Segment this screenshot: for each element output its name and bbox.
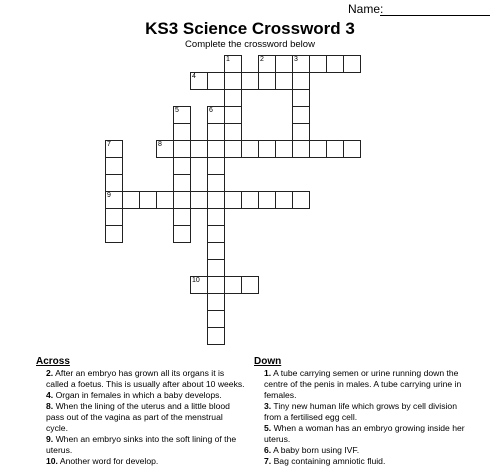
crossword-cell[interactable] xyxy=(173,140,191,158)
across-heading: Across xyxy=(36,356,70,367)
page-title: KS3 Science Crossword 3 xyxy=(145,19,355,38)
crossword-cell[interactable] xyxy=(275,55,293,73)
crossword-cell[interactable] xyxy=(139,191,157,209)
crossword-cell[interactable] xyxy=(326,140,344,158)
crossword-cell[interactable] xyxy=(122,191,140,209)
name-label: Name: xyxy=(348,2,384,16)
crossword-cell[interactable] xyxy=(173,225,191,243)
crossword-cell[interactable] xyxy=(292,123,310,141)
crossword-cell[interactable] xyxy=(224,191,242,209)
clue-number: 5. xyxy=(264,423,272,433)
across-clue xyxy=(36,368,246,390)
clue-number-label: 7 xyxy=(107,141,111,148)
across-clue xyxy=(36,401,246,434)
clue-text: Tiny new human life which grows by cell division from a fertilised egg cell. xyxy=(264,401,457,422)
crossword-cell[interactable] xyxy=(207,123,225,141)
clue-number: 1. xyxy=(264,368,272,378)
crossword-cell[interactable] xyxy=(292,55,310,73)
crossword-cell[interactable] xyxy=(207,72,225,90)
clue-number-label: 3 xyxy=(294,56,298,63)
crossword-cell[interactable] xyxy=(207,242,225,260)
across-clue xyxy=(36,456,246,467)
crossword-cell[interactable] xyxy=(258,191,276,209)
crossword-cell[interactable] xyxy=(207,293,225,311)
crossword-cell[interactable] xyxy=(173,208,191,226)
clue-text: Another word for develop. xyxy=(59,456,159,466)
crossword-cell[interactable] xyxy=(207,225,225,243)
clue-number-label: 8 xyxy=(158,141,162,148)
clue-number-label: 2 xyxy=(260,56,264,63)
down-clue xyxy=(254,445,469,456)
clue-number: 2. xyxy=(46,368,54,378)
clue-text: When an embryo sinks into the soft lining of the uterus. xyxy=(46,434,237,455)
down-clues xyxy=(254,356,469,467)
crossword-cell[interactable] xyxy=(207,157,225,175)
crossword-cell[interactable] xyxy=(292,140,310,158)
crossword-cell[interactable] xyxy=(292,89,310,107)
crossword-cell[interactable] xyxy=(292,72,310,90)
clue-number: 8. xyxy=(46,401,54,411)
crossword-cell[interactable] xyxy=(207,276,225,294)
crossword-cell[interactable] xyxy=(309,55,327,73)
crossword-cell[interactable] xyxy=(241,140,259,158)
across-clue xyxy=(36,390,246,401)
crossword-cell[interactable] xyxy=(156,140,174,158)
clue-text: Bag containing amniotic fluid. xyxy=(273,456,386,466)
crossword-cell[interactable] xyxy=(173,106,191,124)
clue-number-label: 10 xyxy=(192,277,200,284)
clue-number-label: 1 xyxy=(226,56,230,63)
across-clues xyxy=(36,356,246,467)
crossword-cell[interactable] xyxy=(275,191,293,209)
crossword-cell[interactable] xyxy=(207,259,225,277)
crossword-cell[interactable] xyxy=(292,106,310,124)
crossword-cell[interactable] xyxy=(207,140,225,158)
crossword-cell[interactable] xyxy=(105,140,123,158)
clue-text: After an embryo has grown all its organs it is called a foetus. This is usually after about 10 weeks. xyxy=(46,368,245,389)
clue-number: 9. xyxy=(46,434,54,444)
crossword-cell[interactable] xyxy=(309,140,327,158)
crossword-cell[interactable] xyxy=(207,327,225,345)
down-clue xyxy=(254,423,469,445)
crossword-cell[interactable] xyxy=(173,123,191,141)
crossword-cell[interactable] xyxy=(190,191,208,209)
crossword-cell[interactable] xyxy=(224,276,242,294)
crossword-cell[interactable] xyxy=(156,191,174,209)
crossword-cell[interactable] xyxy=(207,191,225,209)
crossword-cell[interactable] xyxy=(224,106,242,124)
crossword-cell[interactable] xyxy=(105,191,123,209)
crossword-cell[interactable] xyxy=(224,123,242,141)
page-subtitle: Complete the crossword below xyxy=(185,39,315,50)
clue-number: 4. xyxy=(46,390,54,400)
crossword-cell[interactable] xyxy=(275,72,293,90)
crossword-cell[interactable] xyxy=(173,191,191,209)
crossword-cell[interactable] xyxy=(275,140,293,158)
clue-number: 3. xyxy=(264,401,272,411)
name-field[interactable] xyxy=(380,15,490,16)
clue-text: Organ in females in which a baby develops. xyxy=(55,390,222,400)
clue-text: A tube carrying semen or urine running down the centre of the penis in males. A tube carrying urine in females. xyxy=(264,368,462,400)
crossword-cell[interactable] xyxy=(343,55,361,73)
across-clue xyxy=(36,434,246,456)
crossword-cell[interactable] xyxy=(224,72,242,90)
crossword-cell[interactable] xyxy=(258,140,276,158)
crossword-cell[interactable] xyxy=(258,55,276,73)
clue-number-label: 9 xyxy=(107,192,111,199)
clue-text: A baby born using IVF. xyxy=(273,445,360,455)
crossword-cell[interactable] xyxy=(173,157,191,175)
clue-number-label: 6 xyxy=(209,107,213,114)
down-heading: Down xyxy=(254,356,282,367)
crossword-cell[interactable] xyxy=(224,140,242,158)
crossword-cell[interactable] xyxy=(241,276,259,294)
crossword-cell[interactable] xyxy=(105,225,123,243)
crossword-cell[interactable] xyxy=(190,72,208,90)
down-clue xyxy=(254,368,469,401)
crossword-cell[interactable] xyxy=(105,157,123,175)
clue-number: 7. xyxy=(264,456,272,466)
clue-number: 6. xyxy=(264,445,272,455)
crossword-cell[interactable] xyxy=(343,140,361,158)
crossword-cell[interactable] xyxy=(173,174,191,192)
crossword-cell[interactable] xyxy=(190,140,208,158)
clue-number-label: 4 xyxy=(192,73,196,80)
crossword-cell[interactable] xyxy=(292,191,310,209)
crossword-cell[interactable] xyxy=(241,191,259,209)
clue-number: 10. xyxy=(46,456,58,466)
clue-text: When a woman has an embryo growing inside her uterus. xyxy=(264,423,465,444)
clue-number-label: 5 xyxy=(175,107,179,114)
crossword-cell[interactable] xyxy=(241,72,259,90)
crossword-cell[interactable] xyxy=(207,208,225,226)
down-clue xyxy=(254,456,469,467)
crossword-cell[interactable] xyxy=(190,276,208,294)
crossword-cell[interactable] xyxy=(207,310,225,328)
down-clue xyxy=(254,401,469,423)
crossword-cell[interactable] xyxy=(326,55,344,73)
clue-text: When the lining of the uterus and a little blood pass out of the vagina as part of the menstrual cycle. xyxy=(46,401,230,433)
crossword-cell[interactable] xyxy=(207,106,225,124)
crossword-cell[interactable] xyxy=(207,174,225,192)
crossword-cell[interactable] xyxy=(258,72,276,90)
crossword-cell[interactable] xyxy=(224,55,242,73)
crossword-cell[interactable] xyxy=(105,208,123,226)
crossword-cell[interactable] xyxy=(105,174,123,192)
crossword-cell[interactable] xyxy=(224,89,242,107)
